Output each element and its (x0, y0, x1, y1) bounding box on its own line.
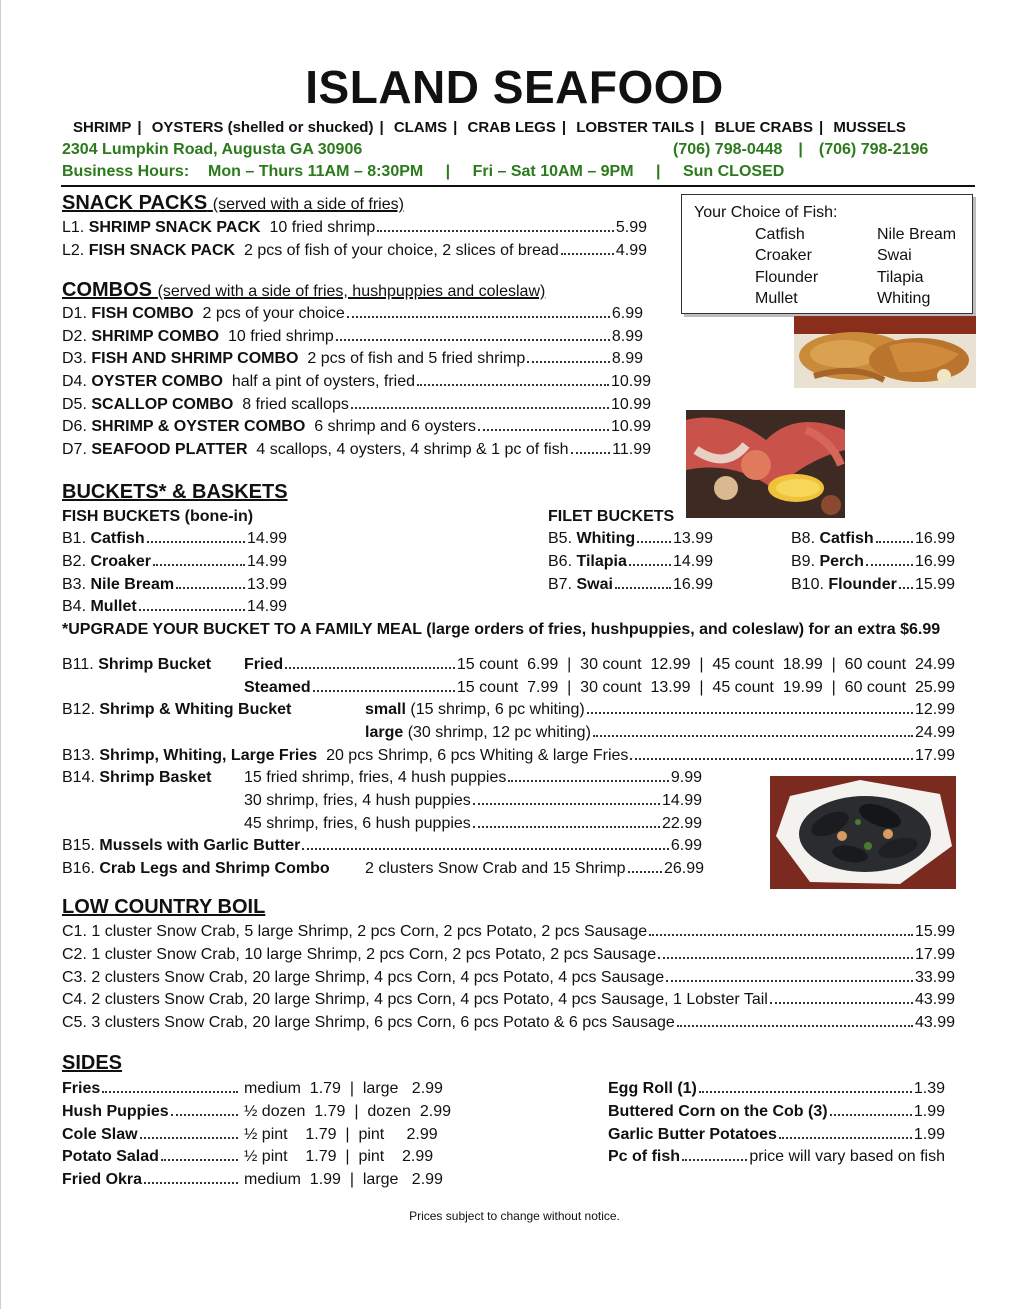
item-name: Catfish (90, 530, 145, 547)
snack-packs-heading: SNACK PACKS (served with a side of fries) (62, 192, 404, 214)
category-crab-legs: CRAB LEGS (467, 119, 556, 136)
item-price: 43.99 (914, 991, 955, 1008)
item-price: 15.99 (914, 923, 955, 940)
menu-item-b14-label: B14. Shrimp Basket (62, 769, 212, 786)
mussels-photo (770, 776, 956, 889)
item-price: 10.99 (610, 418, 651, 435)
menu-item-b11-label: B11. Shrimp Bucket (62, 656, 212, 673)
restaurant-title: ISLAND SEAFOOD (305, 61, 724, 113)
item-name: Swai (576, 576, 613, 593)
menu-item-l1: L1. SHRIMP SNACK PACK 10 fried shrimp 5.99 (62, 219, 647, 236)
business-hours: Business Hours: Mon – Thurs 11AM – 8:30PM | Fri – Sat 10AM – 9PM | Sun CLOSED (62, 163, 785, 180)
fish-option: Flounder (755, 269, 819, 286)
side-item-cole-slaw: Cole Slaw (62, 1126, 240, 1144)
menu-item-c3: C3. 2 clusters Snow Crab, 20 large Shrimp, 4 pcs Corn, 4 pcs Potato, 4 pcs Sausage 33.99 (62, 969, 955, 986)
fish-choice-box (681, 194, 973, 314)
menu-item-b2: B2. Croaker 14.99 (62, 553, 287, 570)
item-name: Tilapia (576, 553, 627, 570)
hours-weekday: Mon – Thurs 11AM – 8:30PM (208, 163, 424, 180)
item-price: 1.99 (913, 1103, 945, 1120)
menu-item-l2: L2. FISH SNACK PACK 2 pcs of fish of your choice, 2 slices of bread 4.99 (62, 242, 647, 259)
item-price: 13.99 (672, 530, 713, 547)
item-price: 6.99 (611, 305, 643, 322)
header-divider (61, 185, 975, 187)
item-price: 14.99 (246, 553, 287, 570)
menu-item-b7: B7. Swai 16.99 (548, 576, 713, 593)
item-name: Whiting (576, 530, 636, 547)
item-price: 17.99 (914, 747, 955, 764)
item-price: 26.99 (663, 860, 704, 877)
category-lobster-tails: LOBSTER TAILS (576, 119, 695, 136)
item-name: Shrimp, Whiting, Large Fries (99, 747, 318, 764)
menu-item-b14-option: 45 shrimp, fries, 6 hush puppies 22.99 (244, 815, 702, 832)
hours-weekend: Fri – Sat 10AM – 9PM (472, 163, 634, 180)
item-price: 14.99 (246, 598, 287, 615)
item-name: FISH COMBO (91, 305, 194, 322)
phone-numbers: (706) 798-0448 | (706) 798-2196 (673, 141, 929, 158)
fish-option: Croaker (755, 247, 812, 264)
filet-buckets-heading: FILET BUCKETS (548, 508, 675, 525)
side-item-fries: Fries (62, 1080, 240, 1098)
fish-option: Mullet (755, 290, 798, 307)
side-item-fried-okra: Fried Okra (62, 1171, 240, 1189)
item-price: 14.99 (246, 530, 287, 547)
menu-item-b9: B9. Perch 16.99 (791, 553, 955, 570)
category-blue-crabs: BLUE CRABS (714, 119, 814, 136)
item-name: SHRIMP COMBO (91, 328, 220, 345)
item-price: 8.99 (611, 350, 643, 367)
item-price: 1.39 (913, 1080, 945, 1097)
menu-item-b10: B10. Flounder 15.99 (791, 576, 955, 593)
item-price: 15 count 6.99 | 30 count 12.99 | 45 count 18.99 | 60 count 24.99 (456, 656, 955, 673)
item-price: 14.99 (661, 792, 702, 809)
menu-item-b15: B15. Mussels with Garlic Butter 6.99 (62, 837, 702, 854)
item-price: 10.99 (610, 373, 651, 390)
fish-option: Swai (877, 247, 912, 264)
item-price: 10.99 (610, 396, 651, 413)
side-item-hush-puppies: Hush Puppies (62, 1103, 240, 1121)
fried-fish-photo (794, 316, 976, 388)
phone-1: (706) 798-0448 (673, 141, 783, 158)
combos-heading: COMBOS (served with a side of fries, hushpuppies and coleslaw) (62, 279, 546, 301)
menu-item-b3: B3. Nile Bream 13.99 (62, 576, 287, 593)
side-item-buttered-corn: Buttered Corn on the Cob (3) 1.99 (608, 1103, 945, 1120)
item-price: 15.99 (914, 576, 955, 593)
category-list: SHRIMP | OYSTERS (shelled or shucked) | CLAMS | CRAB LEGS | LOBSTER TAILS | BLUE CRABS | MUSSELS (73, 119, 906, 136)
menu-item-b12-label: B12. Shrimp & Whiting Bucket (62, 701, 292, 718)
item-name: SCALLOP COMBO (91, 396, 234, 413)
menu-item-b11-fried: Fried 15 count 6.99 | 30 count 12.99 | 45 count 18.99 | 60 count 24.99 (244, 656, 955, 673)
item-price: 16.99 (672, 576, 713, 593)
fish-option: Nile Bream (877, 226, 957, 243)
category-shrimp: SHRIMP (73, 119, 132, 136)
item-name: Perch (819, 553, 864, 570)
item-name: Mullet (90, 598, 137, 615)
menu-item-b8: B8. Catfish 16.99 (791, 530, 955, 547)
menu-item-d7: D7. SEAFOOD PLATTER 4 scallops, 4 oysters, 4 shrimp & 1 pc of fish 11.99 (62, 441, 651, 458)
menu-item-b12-small: small (15 shrimp, 6 pc whiting) 12.99 (365, 701, 955, 718)
item-price: 11.99 (612, 441, 651, 458)
side-item-pc-of-fish: Pc of fish price will vary based on fish (608, 1148, 945, 1165)
item-price: 12.99 (914, 701, 955, 718)
item-price: 43.99 (914, 1014, 955, 1031)
menu-item-d6: D6. SHRIMP & OYSTER COMBO 6 shrimp and 6 oysters 10.99 (62, 418, 651, 435)
item-price: 8.99 (611, 328, 643, 345)
item-price: 1.99 (913, 1126, 945, 1143)
address: 2304 Lumpkin Road, Augusta GA 30906 (62, 141, 363, 158)
combos-note: (served with a side of fries, hushpuppies and coleslaw) (157, 283, 546, 300)
side-item-egg-roll: Egg Roll (1) 1.39 (608, 1080, 945, 1097)
item-name: Mussels with Garlic Butter (99, 837, 301, 854)
menu-item-c4: C4. 2 clusters Snow Crab, 20 large Shrimp, 4 pcs Corn, 4 pcs Potato, 4 pcs Sausage, 1 Lobster Tail 43.99 (62, 991, 955, 1008)
side-prices: ½ pint 1.79 | pint 2.99 (244, 1148, 434, 1165)
menu-item-b14-option: 15 fried shrimp, fries, 4 hush puppies 9.99 (244, 769, 702, 786)
item-name: SHRIMP & OYSTER COMBO (91, 418, 306, 435)
menu-item-d3: D3. FISH AND SHRIMP COMBO 2 pcs of fish and 5 fried shrimp 8.99 (62, 350, 643, 367)
item-name: FISH SNACK PACK (88, 242, 236, 259)
fish-choice-title: Your Choice of Fish: (694, 204, 838, 221)
low-country-boil-heading: LOW COUNTRY BOIL (62, 896, 266, 918)
menu-item-b5: B5. Whiting 13.99 (548, 530, 713, 547)
menu-item-d1: D1. FISH COMBO 2 pcs of your choice 6.99 (62, 305, 643, 322)
item-name: Nile Bream (90, 576, 175, 593)
item-name: SEAFOOD PLATTER (91, 441, 248, 458)
item-name: Flounder (828, 576, 897, 593)
sides-heading: SIDES (62, 1052, 123, 1074)
fish-buckets-heading: FISH BUCKETS (bone-in) (62, 508, 254, 525)
fish-option: Tilapia (877, 269, 924, 286)
category-oysters: OYSTERS (shelled or shucked) (151, 119, 374, 136)
item-name: OYSTER COMBO (91, 373, 223, 390)
menu-item-c2: C2. 1 cluster Snow Crab, 10 large Shrimp, 2 pcs Corn, 2 pcs Potato, 2 pcs Sausage 17.99 (62, 946, 955, 963)
hours-label: Business Hours: (62, 163, 190, 180)
category-mussels: MUSSELS (833, 119, 906, 136)
menu-item-b12-large: large (30 shrimp, 12 pc whiting) 24.99 (365, 724, 955, 741)
buckets-heading: BUCKETS* & BASKETS (62, 481, 288, 503)
snack-packs-note: (served with a side of fries) (212, 196, 404, 213)
item-name: SHRIMP SNACK PACK (88, 219, 261, 236)
fish-option: Catfish (755, 226, 805, 243)
side-item-garlic-potatoes: Garlic Butter Potatoes 1.99 (608, 1126, 945, 1143)
side-prices: ½ dozen 1.79 | dozen 2.99 (244, 1103, 451, 1120)
menu-item-b14-option: 30 shrimp, fries, 4 hush puppies 14.99 (244, 792, 702, 809)
item-price: 22.99 (661, 815, 702, 832)
item-name: FISH AND SHRIMP COMBO (91, 350, 299, 367)
item-price: 6.99 (670, 837, 702, 854)
side-prices: medium 1.79 | large 2.99 (244, 1080, 443, 1097)
item-price: 33.99 (914, 969, 955, 986)
menu-item-b16-label: B16. Crab Legs and Shrimp Combo (62, 860, 330, 877)
menu-item-d4: D4. OYSTER COMBO half a pint of oysters, fried 10.99 (62, 373, 651, 390)
menu-item-c5: C5. 3 clusters Snow Crab, 20 large Shrimp, 6 pcs Corn, 6 pcs Potato & 6 pcs Sausage 43.99 (62, 1014, 955, 1031)
item-name: Croaker (90, 553, 151, 570)
fish-option: Whiting (877, 290, 931, 307)
item-price: 9.99 (670, 769, 702, 786)
menu-item-b13: B13. Shrimp, Whiting, Large Fries 20 pcs Shrimp, 6 pcs Whiting & large Fries 17.99 (62, 747, 955, 764)
item-price: 15 count 7.99 | 30 count 13.99 | 45 count 19.99 | 60 count 25.99 (456, 679, 955, 696)
item-price: 4.99 (615, 242, 647, 259)
category-clams: CLAMS (393, 119, 448, 136)
item-price: 14.99 (672, 553, 713, 570)
item-name: Catfish (819, 530, 874, 547)
item-price: 16.99 (914, 530, 955, 547)
item-price: price will vary based on fish (749, 1148, 945, 1165)
menu-item-b16: 2 clusters Snow Crab and 15 Shrimp 26.99 (365, 860, 704, 877)
seafood-boil-photo (686, 410, 845, 518)
side-prices: medium 1.99 | large 2.99 (244, 1171, 443, 1188)
item-price: 5.99 (615, 219, 647, 236)
hours-sunday: Sun CLOSED (682, 163, 785, 180)
menu-item-c1: C1. 1 cluster Snow Crab, 5 large Shrimp, 2 pcs Corn, 2 pcs Potato, 2 pcs Sausage 15.99 (62, 923, 955, 940)
menu-item-d5: D5. SCALLOP COMBO 8 fried scallops 10.99 (62, 396, 651, 413)
family-meal-upgrade-note: *UPGRADE YOUR BUCKET TO A FAMILY MEAL (large orders of fries, hushpuppies, and coleslaw) for an extra $6.99 (62, 621, 941, 638)
side-prices: ½ pint 1.79 | pint 2.99 (244, 1126, 438, 1143)
side-item-potato-salad: Potato Salad (62, 1148, 240, 1166)
menu-item-d2: D2. SHRIMP COMBO 10 fried shrimp 8.99 (62, 328, 643, 345)
price-disclaimer: Prices subject to change without notice. (409, 1209, 620, 1223)
item-price: 24.99 (914, 724, 955, 741)
phone-2: (706) 798-2196 (818, 141, 929, 158)
menu-item-b1: B1. Catfish 14.99 (62, 530, 287, 547)
menu-item-b6: B6. Tilapia 14.99 (548, 553, 713, 570)
item-price: 13.99 (246, 576, 287, 593)
menu-item-b11-steamed: Steamed 15 count 7.99 | 30 count 13.99 | 45 count 19.99 | 60 count 25.99 (244, 679, 955, 696)
item-price: 16.99 (914, 553, 955, 570)
menu-item-b4: B4. Mullet 14.99 (62, 598, 287, 615)
item-price: 17.99 (914, 946, 955, 963)
